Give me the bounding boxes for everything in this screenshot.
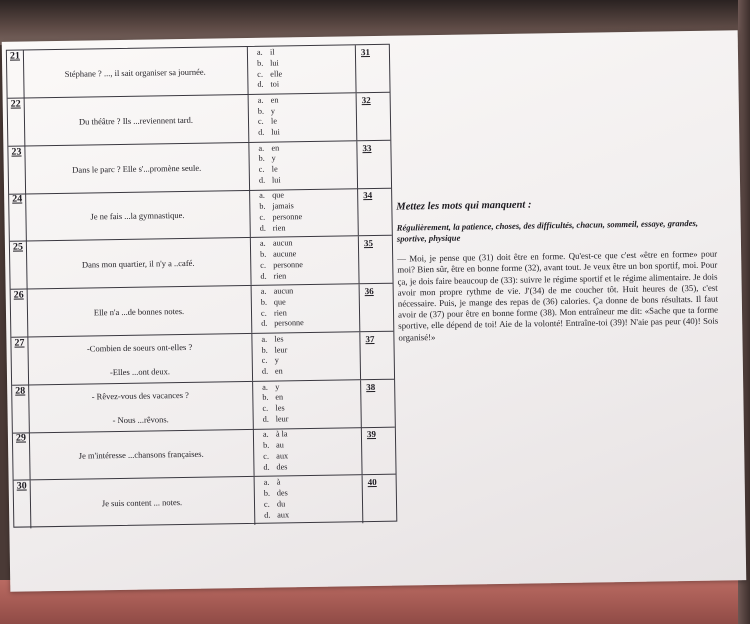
answer-options xyxy=(261,286,304,330)
answer-option xyxy=(261,297,304,308)
option-text: du xyxy=(276,499,286,509)
question-stem: Dans le parc ? Elle s'...promène seule. xyxy=(72,162,202,175)
option-text: aux xyxy=(277,509,290,520)
option-text: aucune xyxy=(273,249,297,259)
option-text: au xyxy=(276,440,284,450)
option-letter: b. xyxy=(258,154,265,164)
option-text: à xyxy=(276,477,281,487)
option-letter: c. xyxy=(260,308,267,318)
answer-number: 40 xyxy=(367,477,377,488)
answer-options xyxy=(260,238,303,282)
option-text: aux xyxy=(276,451,289,461)
option-text: personne xyxy=(274,318,304,328)
worksheet-paper xyxy=(2,30,747,591)
column-divider xyxy=(254,477,256,525)
answer-option xyxy=(260,249,303,260)
option-letter: b. xyxy=(262,393,269,403)
answer-option xyxy=(258,143,280,154)
answer-option xyxy=(259,175,281,186)
option-letter: a. xyxy=(263,477,270,487)
answer-option xyxy=(263,451,288,462)
answer-option xyxy=(257,58,282,69)
column-divider xyxy=(358,236,360,283)
column-divider xyxy=(252,382,254,429)
option-text: aucun xyxy=(273,286,294,296)
column-divider xyxy=(356,93,358,140)
option-text: lui xyxy=(271,127,280,137)
option-text: toi xyxy=(270,79,280,89)
answer-option xyxy=(261,334,287,345)
answer-option xyxy=(259,154,281,165)
question-row xyxy=(12,379,395,433)
answer-option xyxy=(262,404,288,415)
answer-number: 31 xyxy=(360,47,371,58)
answer-option xyxy=(259,212,302,223)
question-row xyxy=(11,331,394,385)
answer-option xyxy=(263,430,288,441)
option-letter: a. xyxy=(262,382,268,392)
option-text: en xyxy=(274,366,283,376)
option-letter: a. xyxy=(262,430,269,440)
option-text: rien xyxy=(273,270,287,281)
answer-option xyxy=(264,488,289,499)
option-letter: b. xyxy=(261,345,268,355)
question-stem: Elle n'a ...de bonnes notes. xyxy=(93,305,185,318)
option-text: personne xyxy=(273,259,303,270)
question-row xyxy=(9,188,392,242)
question-number: 28 xyxy=(15,385,26,397)
column-divider xyxy=(248,95,250,142)
answer-option xyxy=(260,260,303,271)
question-stem: Du théâtre ? Ils ...reviennent tard. xyxy=(78,114,194,127)
option-letter: d. xyxy=(258,175,266,185)
answer-option xyxy=(261,286,304,297)
option-letter: c. xyxy=(257,117,264,127)
option-text: le xyxy=(270,116,278,126)
answer-option xyxy=(261,318,304,329)
column-divider xyxy=(248,143,250,190)
answer-number: 38 xyxy=(366,381,376,392)
question-row xyxy=(11,284,394,338)
option-letter: d. xyxy=(263,462,270,472)
answer-option xyxy=(258,128,280,139)
answer-options xyxy=(257,47,283,91)
question-number: 22 xyxy=(10,98,21,110)
question-row xyxy=(10,236,393,290)
option-text: les xyxy=(275,403,285,413)
option-letter: d. xyxy=(261,319,268,329)
option-text: le xyxy=(271,164,278,174)
answer-options xyxy=(258,95,280,139)
answer-option xyxy=(262,382,288,393)
answer-number: 36 xyxy=(364,286,374,297)
option-letter: b. xyxy=(257,58,264,68)
option-text: rien xyxy=(273,307,287,318)
option-text: elle xyxy=(270,69,283,79)
answer-option xyxy=(262,367,288,378)
answer-option xyxy=(258,106,280,117)
option-letter: d. xyxy=(259,223,266,233)
option-letter: a. xyxy=(260,286,267,296)
question-stem: Stéphane ? ..., il sait organiser sa journée. xyxy=(64,66,206,79)
option-text: que xyxy=(273,297,286,307)
answer-options xyxy=(259,191,302,235)
option-letter: b. xyxy=(257,106,265,116)
option-text: aucun xyxy=(272,238,293,248)
option-letter: d. xyxy=(264,510,271,520)
question-row xyxy=(8,93,391,147)
answer-options xyxy=(261,334,287,378)
question-number: 21 xyxy=(9,50,21,62)
answer-option xyxy=(263,441,288,452)
option-text: personne xyxy=(272,212,303,222)
answer-options xyxy=(262,382,288,426)
option-text: en xyxy=(275,392,284,402)
option-text: leur xyxy=(275,414,289,424)
option-letter: c. xyxy=(259,212,266,222)
option-text: il xyxy=(269,47,275,57)
option-letter: b. xyxy=(260,249,267,259)
option-letter: a. xyxy=(259,238,266,248)
question-number: 25 xyxy=(12,241,24,253)
answer-option xyxy=(258,117,280,128)
option-text: lui xyxy=(271,175,281,185)
option-letter: d. xyxy=(261,366,269,376)
question-number: 29 xyxy=(15,432,27,445)
column-divider xyxy=(355,45,357,92)
answer-number: 32 xyxy=(361,94,371,105)
option-letter: c. xyxy=(262,403,269,413)
option-text: y xyxy=(271,153,276,163)
answer-option xyxy=(260,271,303,282)
answer-option xyxy=(258,95,280,106)
option-letter: a. xyxy=(261,334,268,344)
question-number: 30 xyxy=(16,480,27,492)
column-divider xyxy=(249,190,251,237)
column-divider xyxy=(362,475,364,523)
column-divider xyxy=(359,284,361,331)
question-number: 26 xyxy=(13,289,24,301)
answer-options xyxy=(263,430,289,474)
column-divider xyxy=(360,380,362,427)
question-stem: Dans mon quartier, il n'y a ..café. xyxy=(81,258,195,270)
column-divider xyxy=(253,429,255,476)
question-stem: Je m'intéresse ...chansons françaises. xyxy=(78,449,204,462)
option-letter: a. xyxy=(256,47,263,57)
option-text: jamais xyxy=(272,201,294,211)
word-bank: Régulièrement, la patience, choses, des difficultés, chacun, sommeil, essaye, grandes, sportive, physique xyxy=(396,218,699,244)
option-text: des xyxy=(276,488,288,498)
exercise-text: — Moi, je pense que (31) doit être en forme. Qu'est-ce que c'est «être en forme» pour moi? Bien sûr, être en bonne forme (32), avant tout. Je veux être un bon sportif, moi. Pour ça, je dois faire beaucoup de (33): suivre le régime sportif et le régime alimentaire. Je dois avoir mon propre rythme de vie. J'(34) de me coucher tôt. Huit heures de (35), c'est nécessaire. Puis, je mange des repas de (36) calories. Ça donne de bons résultats. Il faut avoir de (37) pour être en bonne forme (38). Mon entraîneur me dit: «Sache que ta forme sportive, elle dépend de toi! Aie de la volonté! Entraîne-toi (39)! N'aie pas peur (40)! Sois organisé!» xyxy=(397,248,719,343)
question-number: 24 xyxy=(12,193,23,206)
answer-number: 35 xyxy=(363,238,374,249)
answer-option xyxy=(259,191,302,202)
answer-option xyxy=(262,356,288,367)
answer-option xyxy=(257,47,282,58)
option-letter: d. xyxy=(260,271,267,281)
column-divider xyxy=(361,428,363,475)
option-text: en xyxy=(271,143,280,153)
question-stem: - Rêvez-vous des vacances ? xyxy=(91,389,189,402)
answer-number: 37 xyxy=(365,333,375,344)
column-divider xyxy=(359,332,361,379)
questions-table xyxy=(6,44,397,528)
question-row xyxy=(14,475,397,529)
option-letter: c. xyxy=(258,164,265,174)
option-letter: b. xyxy=(260,297,268,307)
answer-options xyxy=(264,478,290,522)
answer-option xyxy=(257,80,282,91)
question-row xyxy=(7,45,390,99)
option-text: y xyxy=(270,106,276,116)
option-letter: b. xyxy=(259,201,266,211)
column-divider xyxy=(356,141,358,188)
answer-option xyxy=(260,238,303,249)
answer-option xyxy=(264,510,289,521)
option-letter: d. xyxy=(257,80,264,90)
answer-option xyxy=(262,393,288,404)
answer-options xyxy=(258,143,280,187)
answer-option xyxy=(264,499,289,510)
answer-option xyxy=(260,223,303,234)
option-letter: b. xyxy=(263,488,271,498)
option-text: à la xyxy=(275,429,288,439)
option-letter: c. xyxy=(257,69,264,79)
question-number: 23 xyxy=(11,146,22,158)
option-text: les xyxy=(274,334,284,344)
option-text: lui xyxy=(270,58,279,68)
option-letter: a. xyxy=(257,95,264,105)
option-text: en xyxy=(270,95,279,105)
question-stem: -Elles ...ont deux. xyxy=(109,366,170,377)
column-divider xyxy=(247,47,249,94)
column-divider xyxy=(251,334,253,381)
column-divider xyxy=(250,238,252,285)
question-row xyxy=(13,427,396,481)
option-letter: c. xyxy=(260,260,267,270)
answer-option xyxy=(263,462,288,473)
answer-option xyxy=(259,165,281,176)
answer-number: 39 xyxy=(366,429,377,440)
answer-number: 34 xyxy=(363,190,373,201)
option-letter: c. xyxy=(261,356,268,366)
question-stem: -Combien de soeurs ont-elles ? xyxy=(86,341,193,354)
answer-option xyxy=(257,69,282,80)
column-divider xyxy=(357,189,359,236)
question-row xyxy=(8,140,391,194)
option-text: que xyxy=(272,190,285,200)
question-stem: Je ne fais ...la gymnastique. xyxy=(90,210,185,222)
answer-number: 33 xyxy=(362,142,372,153)
option-letter: c. xyxy=(263,499,270,509)
question-stem: - Nous ...rêvons. xyxy=(112,413,169,425)
answer-option xyxy=(261,308,304,319)
option-letter: a. xyxy=(258,143,265,153)
option-text: y xyxy=(275,382,280,392)
option-letter: d. xyxy=(258,127,265,137)
exercise-title: Mettez les mots qui manquent : xyxy=(396,199,532,213)
answer-option xyxy=(259,201,302,212)
option-text: y xyxy=(274,355,279,365)
column-divider xyxy=(251,286,253,333)
option-text: des xyxy=(276,462,288,472)
question-stem: Je suis content ... notes. xyxy=(101,497,183,509)
fill-in-exercise xyxy=(396,197,718,344)
question-number: 27 xyxy=(14,337,25,349)
option-letter: d. xyxy=(262,414,269,424)
answer-option xyxy=(264,478,289,489)
option-text: leur xyxy=(274,344,288,355)
option-letter: a. xyxy=(259,191,265,201)
answer-option xyxy=(263,414,289,425)
option-text: rien xyxy=(272,223,286,233)
option-letter: c. xyxy=(263,451,270,461)
answer-option xyxy=(262,345,288,356)
option-letter: b. xyxy=(263,440,270,450)
